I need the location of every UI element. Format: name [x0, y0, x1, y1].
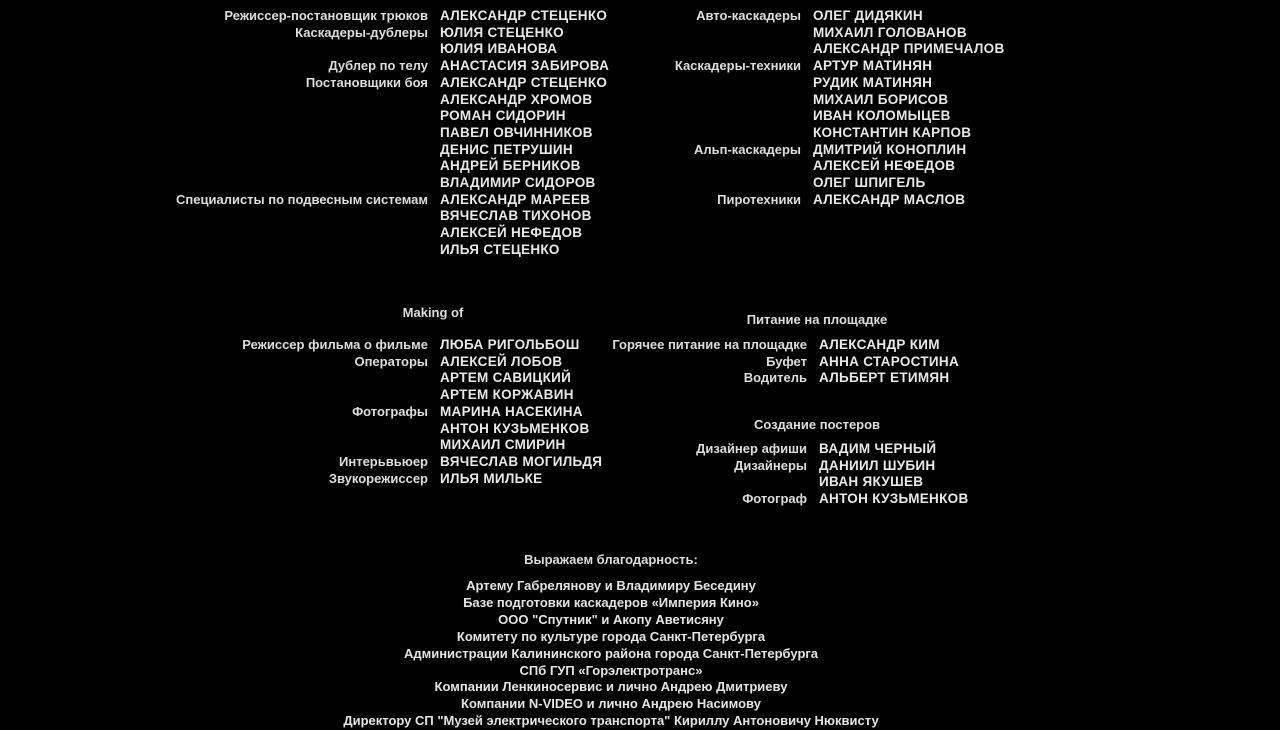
credit-role-label: Специалисты по подвесным системам — [176, 191, 428, 207]
credit-name: АНТОН КУЗЬМЕНКОВ — [819, 491, 969, 507]
credit-name: ВАДИМ ЧЕРНЫЙ — [819, 441, 937, 456]
credit-row — [590, 337, 959, 354]
credit-name: АЛЕКСЕЙ НЕФЕДОВ — [813, 158, 956, 174]
credit-names — [440, 25, 564, 58]
credit-role-label: Фотограф — [742, 491, 807, 507]
credit-names — [813, 8, 1005, 58]
credit-row — [0, 471, 602, 488]
credit-name: ДМИТРИЙ КОНОПЛИН — [813, 141, 967, 157]
credit-row — [560, 142, 1005, 192]
credit-name: АРТУР МАТИНЯН — [813, 58, 933, 74]
catering-section-title: Питание на площадке — [746, 312, 888, 327]
credit-role-label: Дизайнеры — [734, 457, 807, 473]
credit-names — [440, 404, 590, 454]
credit-role-label: Альп-каскадеры — [693, 141, 801, 157]
credit-names — [819, 337, 940, 354]
credit-role-label: Авто-каскадеры — [696, 8, 801, 23]
credit-names — [813, 58, 971, 142]
credit-name: АНАСТАСИЯ ЗАБИРОВА — [440, 58, 610, 74]
thanks-line: Базе подготовки каскадеров «Империя Кино» — [463, 594, 759, 610]
credit-role-label: Буфет — [766, 353, 807, 369]
credit-name: МАРИНА НАСЕКИНА — [440, 403, 583, 419]
credit-role-label: Операторы — [354, 353, 428, 369]
posters-section-title: Создание постеров — [753, 417, 881, 432]
credit-names — [440, 354, 574, 404]
posters-block — [590, 441, 969, 508]
credit-role-label: Постановщики боя — [305, 74, 428, 90]
thanks-line: Комитету по культуре города Санкт-Петербурга — [456, 628, 766, 644]
credit-name: АЛЕКСАНДР КИМ — [819, 337, 940, 352]
credit-role-label: Режиссер фильма о фильме — [242, 337, 428, 352]
thanks-line: Артему Габрелянову и Владимиру Беседину — [466, 578, 756, 593]
credit-names — [819, 370, 949, 387]
credit-name: АРТЕМ САВИЦКИЙ — [440, 370, 572, 386]
credit-name: ОЛЕГ ШПИГЕЛЬ — [813, 175, 926, 191]
credit-row — [590, 370, 959, 387]
credit-row — [0, 404, 602, 454]
making-of-section-title: Making of — [402, 305, 464, 320]
thanks-line: ООО "Спутник" и Акопу Аветисяну — [498, 611, 724, 627]
credit-name: ИВАН КОЛОМЫЦЕВ — [813, 108, 951, 124]
credit-role-label: Дублер по телу — [328, 58, 428, 74]
credit-names — [819, 354, 959, 371]
credit-row — [0, 354, 602, 404]
credit-name: ДЕНИС ПЕТРУШИН — [440, 141, 573, 157]
credit-name: АЛЕКСЕЙ НЕФЕДОВ — [440, 225, 583, 241]
credit-row — [560, 8, 1005, 58]
credit-role-label: Каскадеры-техники — [674, 58, 801, 74]
credit-row — [560, 192, 1005, 209]
credit-name: АЛЕКСАНДР ХРОМОВ — [440, 91, 593, 107]
credit-name: ИВАН ЯКУШЕВ — [819, 474, 924, 490]
credit-name: ЛЮБА РИГОЛЬБОШ — [440, 337, 580, 352]
thanks-line: Директору СП "Музей электрического транспорта" Кириллу Антоновичу Нюквисту — [343, 713, 879, 729]
credit-role-label: Режиссер-постановщик трюков — [224, 8, 428, 23]
credit-names — [440, 454, 602, 471]
credit-names — [819, 441, 936, 458]
credit-name: ЮЛИЯ СТЕЦЕНКО — [440, 24, 564, 40]
credit-row — [560, 58, 1005, 142]
credit-names — [440, 337, 580, 354]
credit-name: ВЯЧЕСЛАВ ТИХОНОВ — [440, 208, 592, 224]
credit-name: ДАНИИЛ ШУБИН — [819, 457, 936, 473]
stunt-crew-right-block — [560, 8, 1005, 208]
credit-name: АНДРЕЙ БЕРНИКОВ — [440, 158, 581, 174]
credit-names — [440, 471, 543, 488]
credit-name: ОЛЕГ ДИДЯКИН — [813, 8, 923, 23]
credit-name: МИХАИЛ СМИРИН — [440, 437, 566, 453]
credit-name: ВЛАДИМИР СИДОРОВ — [440, 175, 596, 191]
credit-row — [0, 58, 609, 75]
credit-row — [590, 441, 969, 458]
credit-row — [0, 192, 609, 259]
credit-role-label: Фотографы — [352, 403, 428, 419]
credit-role-label: Дизайнер афиши — [696, 441, 807, 456]
credit-row — [590, 354, 959, 371]
credit-name: МИХАИЛ ГОЛОВАНОВ — [813, 24, 967, 40]
credit-name: ИЛЬЯ СТЕЦЕНКО — [440, 241, 560, 257]
credit-name: АЛЕКСЕЙ ЛОБОВ — [440, 353, 563, 369]
credit-name: АННА СТАРОСТИНА — [819, 353, 959, 369]
thanks-line: Администрации Калининского района города Санкт-Петербурга — [403, 645, 819, 661]
catering-block — [590, 337, 959, 387]
thanks-line: Компании Ленкиносервис и лично Андрею Дмитриеву — [434, 679, 788, 695]
credit-names — [813, 142, 966, 192]
credit-name: ВЯЧЕСЛАВ МОГИЛЬДЯ — [440, 453, 603, 469]
credit-name: МИХАИЛ БОРИСОВ — [813, 91, 949, 107]
credit-name: ЮЛИЯ ИВАНОВА — [440, 41, 558, 57]
credit-row — [0, 8, 609, 25]
credit-names — [819, 458, 935, 491]
credit-name: ПАВЕЛ ОВЧИННИКОВ — [440, 124, 593, 140]
credit-role-label: Водитель — [743, 370, 807, 386]
credit-role-label: Горячее питание на площадке — [612, 337, 807, 352]
thanks-block — [0, 578, 1222, 730]
credit-role-label: Каскадеры-дублеры — [295, 24, 428, 40]
credit-row — [0, 75, 609, 192]
credit-names — [819, 491, 969, 508]
credit-name: АЛЬБЕРТ ЕТИМЯН — [819, 370, 950, 386]
stunt-crew-left-block — [0, 8, 609, 259]
credit-names — [813, 192, 965, 209]
credit-name: АЛЕКСАНДР СТЕЦЕНКО — [440, 8, 608, 23]
credit-name: АРТЕМ КОРЖАВИН — [440, 387, 574, 403]
credit-name: АЛЕКСАНДР СТЕЦЕНКО — [440, 74, 608, 90]
credit-name: РОМАН СИДОРИН — [440, 108, 566, 124]
making-of-block — [0, 337, 602, 487]
thanks-line: СПб ГУП «Горэлектротранс» — [519, 662, 703, 678]
credit-name: РУДИК МАТИНЯН — [813, 74, 933, 90]
credit-name: АЛЕКСАНДР ПРИМЕЧАЛОВ — [813, 41, 1005, 57]
credit-name: АЛЕКСАНДР МАРЕЕВ — [440, 191, 591, 207]
credit-row — [0, 337, 602, 354]
credit-name: КОНСТАНТИН КАРПОВ — [813, 124, 972, 140]
credit-row — [0, 454, 602, 471]
credit-row — [590, 491, 969, 508]
credit-name: ИЛЬЯ МИЛЬКЕ — [440, 470, 543, 486]
thanks-section-title: Выражаем благодарность: — [524, 552, 698, 567]
credit-row — [0, 25, 609, 58]
thanks-line: Компании N-VIDEO и лично Андрею Насимову — [461, 696, 761, 712]
credit-role-label: Пиротехники — [717, 191, 801, 207]
credit-role-label: Интерьвьюер — [339, 453, 428, 469]
credit-role-label: Звукорежиссер — [328, 470, 428, 486]
credit-row — [590, 458, 969, 491]
credit-name: АЛЕКСАНДР МАСЛОВ — [813, 191, 966, 207]
credit-name: АНТОН КУЗЬМЕНКОВ — [440, 420, 590, 436]
